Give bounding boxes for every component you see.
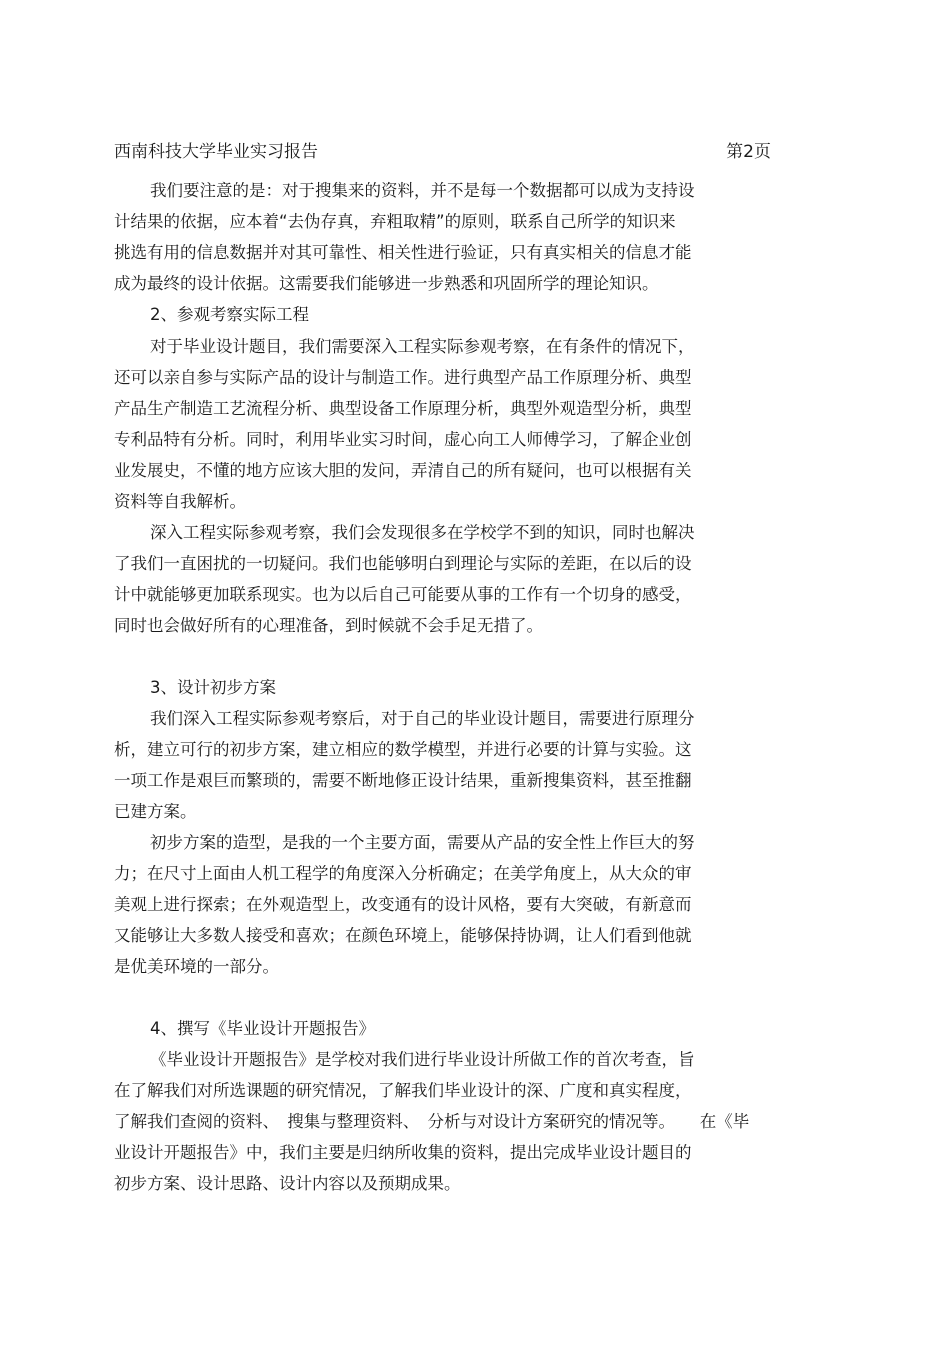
body-line: 一项工作是艰巨而繁琐的，需要不断地修正设计结果，重新搜集资料，甚至推翻 (114, 771, 692, 790)
body-line: 初步方案的造型，是我的一个主要方面，需要从产品的安全性上作巨大的努 (150, 833, 695, 852)
body-line: 资料等自我解析。 (114, 492, 246, 511)
body-line: 我们深入工程实际参观考察后，对于自己的毕业设计题目，需要进行原理分 (150, 709, 695, 728)
body-line: 业设计开题报告》中，我们主要是归纳所收集的资料，提出完成毕业设计题目的 (114, 1143, 692, 1162)
body-line: 同时也会做好所有的心理准备，到时候就不会手足无措了。 (114, 616, 543, 635)
body-line: 又能够让大多数人接受和喜欢；在颜色环境上，能够保持协调，让人们看到他就 (114, 926, 692, 945)
page-header (114, 140, 771, 164)
body-line: 在了解我们对所选课题的研究情况，了解我们毕业设计的深、广度和真实程度， (114, 1081, 692, 1100)
body-line: 了解我们查阅的资料、 搜集与整理资料、 分析与对设计方案研究的情况等。 在《毕 (114, 1112, 750, 1131)
body-line: 已建方案。 (114, 802, 197, 821)
body-line: 力；在尺寸上面由人机工程学的角度深入分析确定；在美学角度上，从大众的审 (114, 864, 692, 883)
body-line: 还可以亲自参与实际产品的设计与制造工作。进行典型产品工作原理分析、典型 (114, 368, 692, 387)
body-line: 美观上进行探索；在外观造型上，改变通有的设计风格，要有大突破，有新意而 (114, 895, 692, 914)
body-line: 初步方案、设计思路、设计内容以及预期成果。 (114, 1174, 461, 1193)
body-line: 《毕业设计开题报告》是学校对我们进行毕业设计所做工作的首次考查，旨 (150, 1050, 695, 1069)
body-line: 挑选有用的信息数据并对其可靠性、相关性进行验证，只有真实相关的信息才能 (114, 243, 692, 262)
body-line: 产品生产制造工艺流程分析、典型设备工作原理分析，典型外观造型分析，典型 (114, 399, 692, 418)
body-line: 深入工程实际参观考察，我们会发现很多在学校学不到的知识，同时也解决 (150, 523, 695, 542)
body-line: 对于毕业设计题目，我们需要深入工程实际参观考察，在有条件的情况下， (150, 337, 695, 356)
body-line: 计结果的依据，应本着“去伪存真，弃粗取精”的原则，联系自己所学的知识来 (114, 212, 676, 231)
section-heading: 3、设计初步方案 (150, 678, 276, 697)
section-heading: 2、参观考察实际工程 (150, 305, 309, 324)
section-heading: 4、撰写《毕业设计开题报告》 (150, 1019, 375, 1038)
body-line: 专利品特有分析。同时，利用毕业实习时间，虚心向工人师傅学习，了解企业创 (114, 430, 692, 449)
page-number: 第2页 (726, 142, 771, 162)
header-title: 西南科技大学毕业实习报告 (114, 142, 318, 162)
body-line: 我们要注意的是：对于搜集来的资料，并不是每一个数据都可以成为支持设 (150, 181, 695, 200)
body-line: 析，建立可行的初步方案，建立相应的数学模型，并进行必要的计算与实验。这 (114, 740, 692, 759)
body-line: 是优美环境的一部分。 (114, 957, 279, 976)
body-line: 业发展史，不懂的地方应该大胆的发问，弄清自己的所有疑问，也可以根据有关 (114, 461, 692, 480)
body-line: 成为最终的设计依据。这需要我们能够进一步熟悉和巩固所学的理论知识。 (114, 274, 659, 293)
body-line: 了我们一直困扰的一切疑问。我们也能够明白到理论与实际的差距，在以后的设 (114, 554, 692, 573)
body-line: 计中就能够更加联系现实。也为以后自己可能要从事的工作有一个切身的感受， (114, 585, 692, 604)
